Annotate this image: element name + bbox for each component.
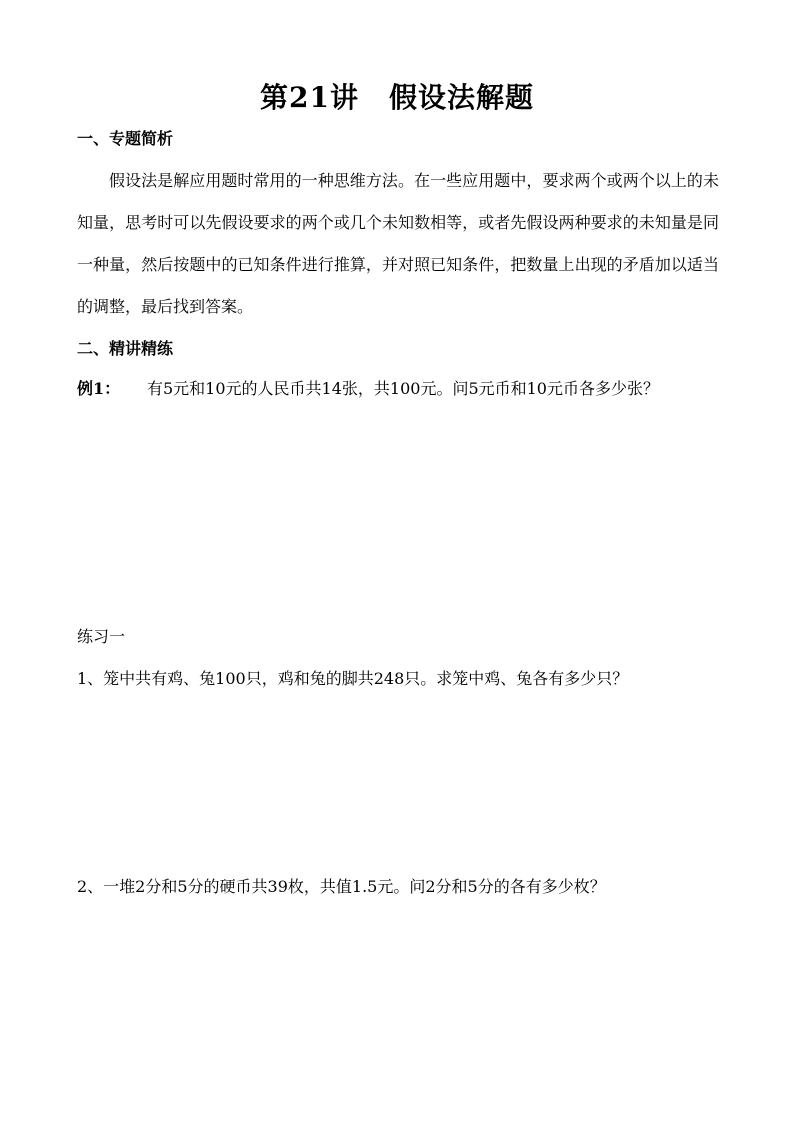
lecture-topic: 假设法解题 xyxy=(388,81,534,114)
example-1-label: 例1： xyxy=(77,379,121,398)
exercise-heading: 练习一 xyxy=(77,627,126,646)
section-heading-overview: 一、专题简析 xyxy=(77,129,174,148)
example-1 xyxy=(77,366,719,412)
exercise-item-2: 2、一堆2分和5分的硬币共39枚，共值1.5元。问2分和5分的各有多少枚？ xyxy=(77,877,606,896)
overview-paragraph: 假设法是解应用题时常用的一种思维方法。在一些应用题中，要求两个或两个以上的未知量，思考时可以先假设要求的两个或几个未知数相等，或者先假设两种要求的未知量是同一种量，然后按题中的已知条件进行推算，并对照已知条件，把数量上出现的矛盾加以适当的调整，最后找到答案。 xyxy=(77,171,719,316)
exercise-item-1: 1、笼中共有鸡、兔100只，鸡和兔的脚共248只。求笼中鸡、兔各有多少只？ xyxy=(77,669,629,688)
page-title xyxy=(0,78,794,118)
section-heading-practice: 二、精讲精练 xyxy=(77,339,174,358)
example-1-text: 有5元和10元的人民币共14张，共100元。问5元币和10元币各多少张？ xyxy=(147,379,659,398)
lecture-number: 第21讲 xyxy=(260,81,359,114)
